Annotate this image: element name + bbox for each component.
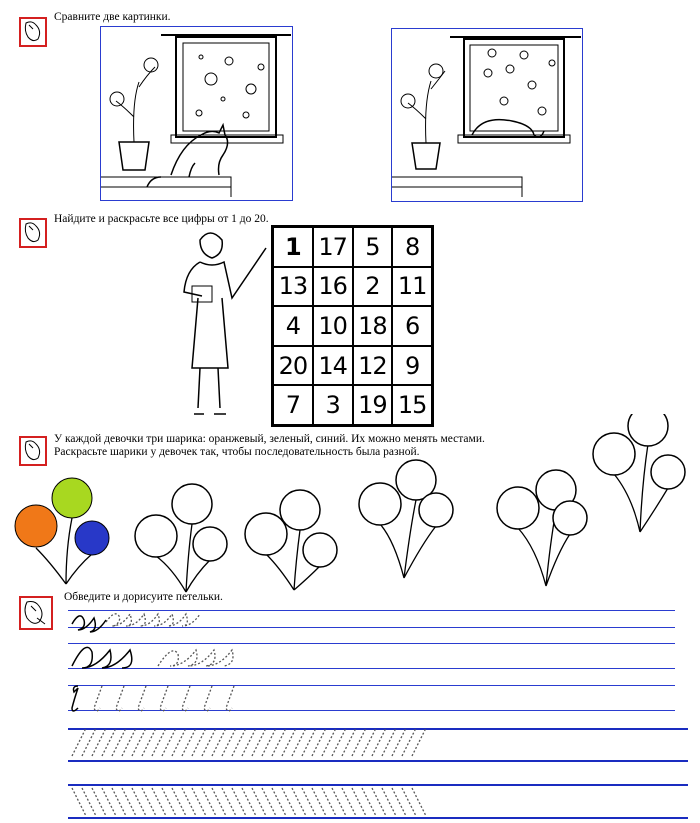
balloon-empty[interactable]: [553, 501, 587, 535]
balloon-blue[interactable]: [75, 521, 109, 555]
grid-cell[interactable]: 10: [313, 306, 353, 346]
balloon-empty[interactable]: [172, 484, 212, 524]
task-icon-1: [19, 17, 47, 47]
grid-cell[interactable]: 3: [313, 385, 353, 425]
grid-cell[interactable]: 7: [273, 385, 313, 425]
balloon-empty[interactable]: [419, 493, 453, 527]
number-grid: [271, 225, 434, 427]
balloon-empty[interactable]: [651, 455, 685, 489]
balloon-green[interactable]: [52, 478, 92, 518]
task-icon-4: [19, 596, 53, 630]
balloon-empty[interactable]: [359, 483, 401, 525]
task-3-text-line2: Раскрасьте шарики у девочек так, чтобы последовательность была разной.: [54, 446, 420, 458]
loop-tracing-patterns[interactable]: [68, 606, 448, 822]
balloon-orange[interactable]: [15, 505, 57, 547]
picture-left: [100, 26, 293, 201]
balloon-empty[interactable]: [135, 515, 177, 557]
balloon-empty[interactable]: [628, 414, 668, 446]
task-3-text: У каждой девочки три шарика: оранжевый, зеленый, синий. Их можно менять местами.: [54, 433, 485, 445]
task-4-text: Обведите и дорисуите петельки.: [64, 591, 223, 603]
task-2-text: Найдите и раскрасьте все цифры от 1 до 20.: [54, 213, 269, 225]
grid-cell[interactable]: 1: [273, 227, 313, 267]
grid-cell[interactable]: 11: [392, 267, 432, 307]
grid-cell[interactable]: 19: [353, 385, 393, 425]
grid-cell[interactable]: 6: [392, 306, 432, 346]
balloons-area: [0, 414, 700, 594]
cat-window-scene-right: [392, 29, 581, 200]
grid-cell[interactable]: 5: [353, 227, 393, 267]
teacher-illustration: [170, 228, 270, 420]
grid-cell[interactable]: 15: [392, 385, 432, 425]
grid-cell[interactable]: 9: [392, 346, 432, 386]
balloon-empty[interactable]: [497, 487, 539, 529]
balloon-empty[interactable]: [245, 513, 287, 555]
grid-cell[interactable]: 8: [392, 227, 432, 267]
picture-right: [391, 28, 583, 202]
grid-cell[interactable]: 16: [313, 267, 353, 307]
grid-cell[interactable]: 13: [273, 267, 313, 307]
balloon-empty[interactable]: [193, 527, 227, 561]
grid-cell[interactable]: 2: [353, 267, 393, 307]
grid-cell[interactable]: 17: [313, 227, 353, 267]
grid-cell[interactable]: 4: [273, 306, 313, 346]
grid-cell[interactable]: 14: [313, 346, 353, 386]
grid-cell[interactable]: 12: [353, 346, 393, 386]
balloon-empty[interactable]: [593, 433, 635, 475]
grid-cell[interactable]: 18: [353, 306, 393, 346]
pencil-drawing-icon: [21, 220, 45, 246]
balloon-empty[interactable]: [280, 490, 320, 530]
pencil-drawing-icon: [21, 19, 45, 45]
balloon-empty[interactable]: [303, 533, 337, 567]
task-icon-2: [19, 218, 47, 248]
pencil-drawing-icon: [21, 598, 51, 628]
task-1-text: Сравните две картинки.: [54, 11, 171, 23]
grid-cell[interactable]: 20: [273, 346, 313, 386]
cat-window-scene-left: [101, 27, 291, 199]
